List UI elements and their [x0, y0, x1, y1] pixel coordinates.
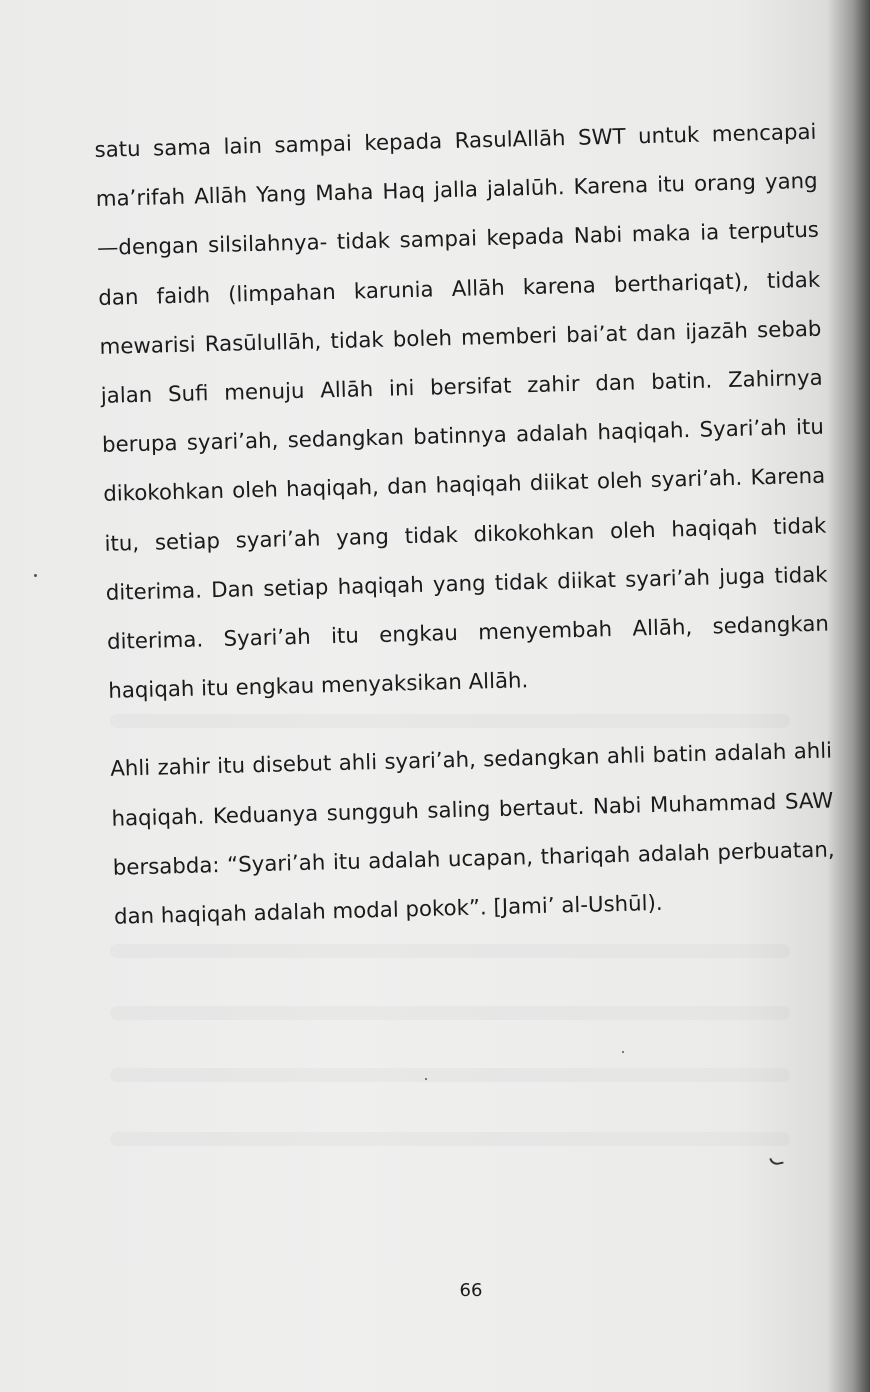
show-through-line	[110, 1006, 790, 1020]
show-through-line	[110, 1132, 790, 1146]
scan-speck	[622, 1051, 624, 1053]
scan-speck	[425, 1078, 427, 1080]
paragraph: Ahli zahir itu disebut ahli syari’ah, sedangkan ahli batin adalah ahli haqiqah. Keduanya sungguh saling bertaut. Nabi Muhammad SAW bersabda: “Syari’ah itu adalah ucapan, thariqah adalah perbuatan, dan haqiqah adalah modal pokok”. [Jami’ al-Ushūl).	[109, 738, 835, 930]
scan-speck	[34, 574, 37, 577]
show-through-line	[110, 1068, 790, 1082]
scan-mark	[769, 1156, 783, 1167]
show-through-line	[110, 944, 790, 958]
page-number: 66	[459, 1280, 483, 1301]
body-text	[94, 108, 836, 942]
paragraph: satu sama lain sampai kepada RasulAllāh SWT untuk mencapai ma’rifah Allāh Yang Maha Haq jalla jalalūh. Karena itu orang yang —dengan silsilahnya- tidak sampai kepada Nabi maka ia terputus dan faidh (limpahan karunia Allāh karena berthariqat), tidak mewarisi Rasūlullāh, tidak boleh memberi bai’at dan ijazāh sebab jalan Sufi menuju Allāh ini bersifat zahir dan batin. Zahirnya berupa syari’ah, sedangkan batinnya adalah haqiqah. Syari’ah itu dikokohkan oleh haqiqah, dan haqiqah diikat oleh syari’ah. Karena itu, setiap syari’ah yang tidak dikokohkan oleh haqiqah tidak diterima. Dan setiap haqiqah yang tidak diikat syari’ah juga tidak diterima. Syari’ah itu engkau menyembah Allāh, sedangkan haqiqah itu engkau menyaksikan Allāh.	[94, 119, 830, 705]
